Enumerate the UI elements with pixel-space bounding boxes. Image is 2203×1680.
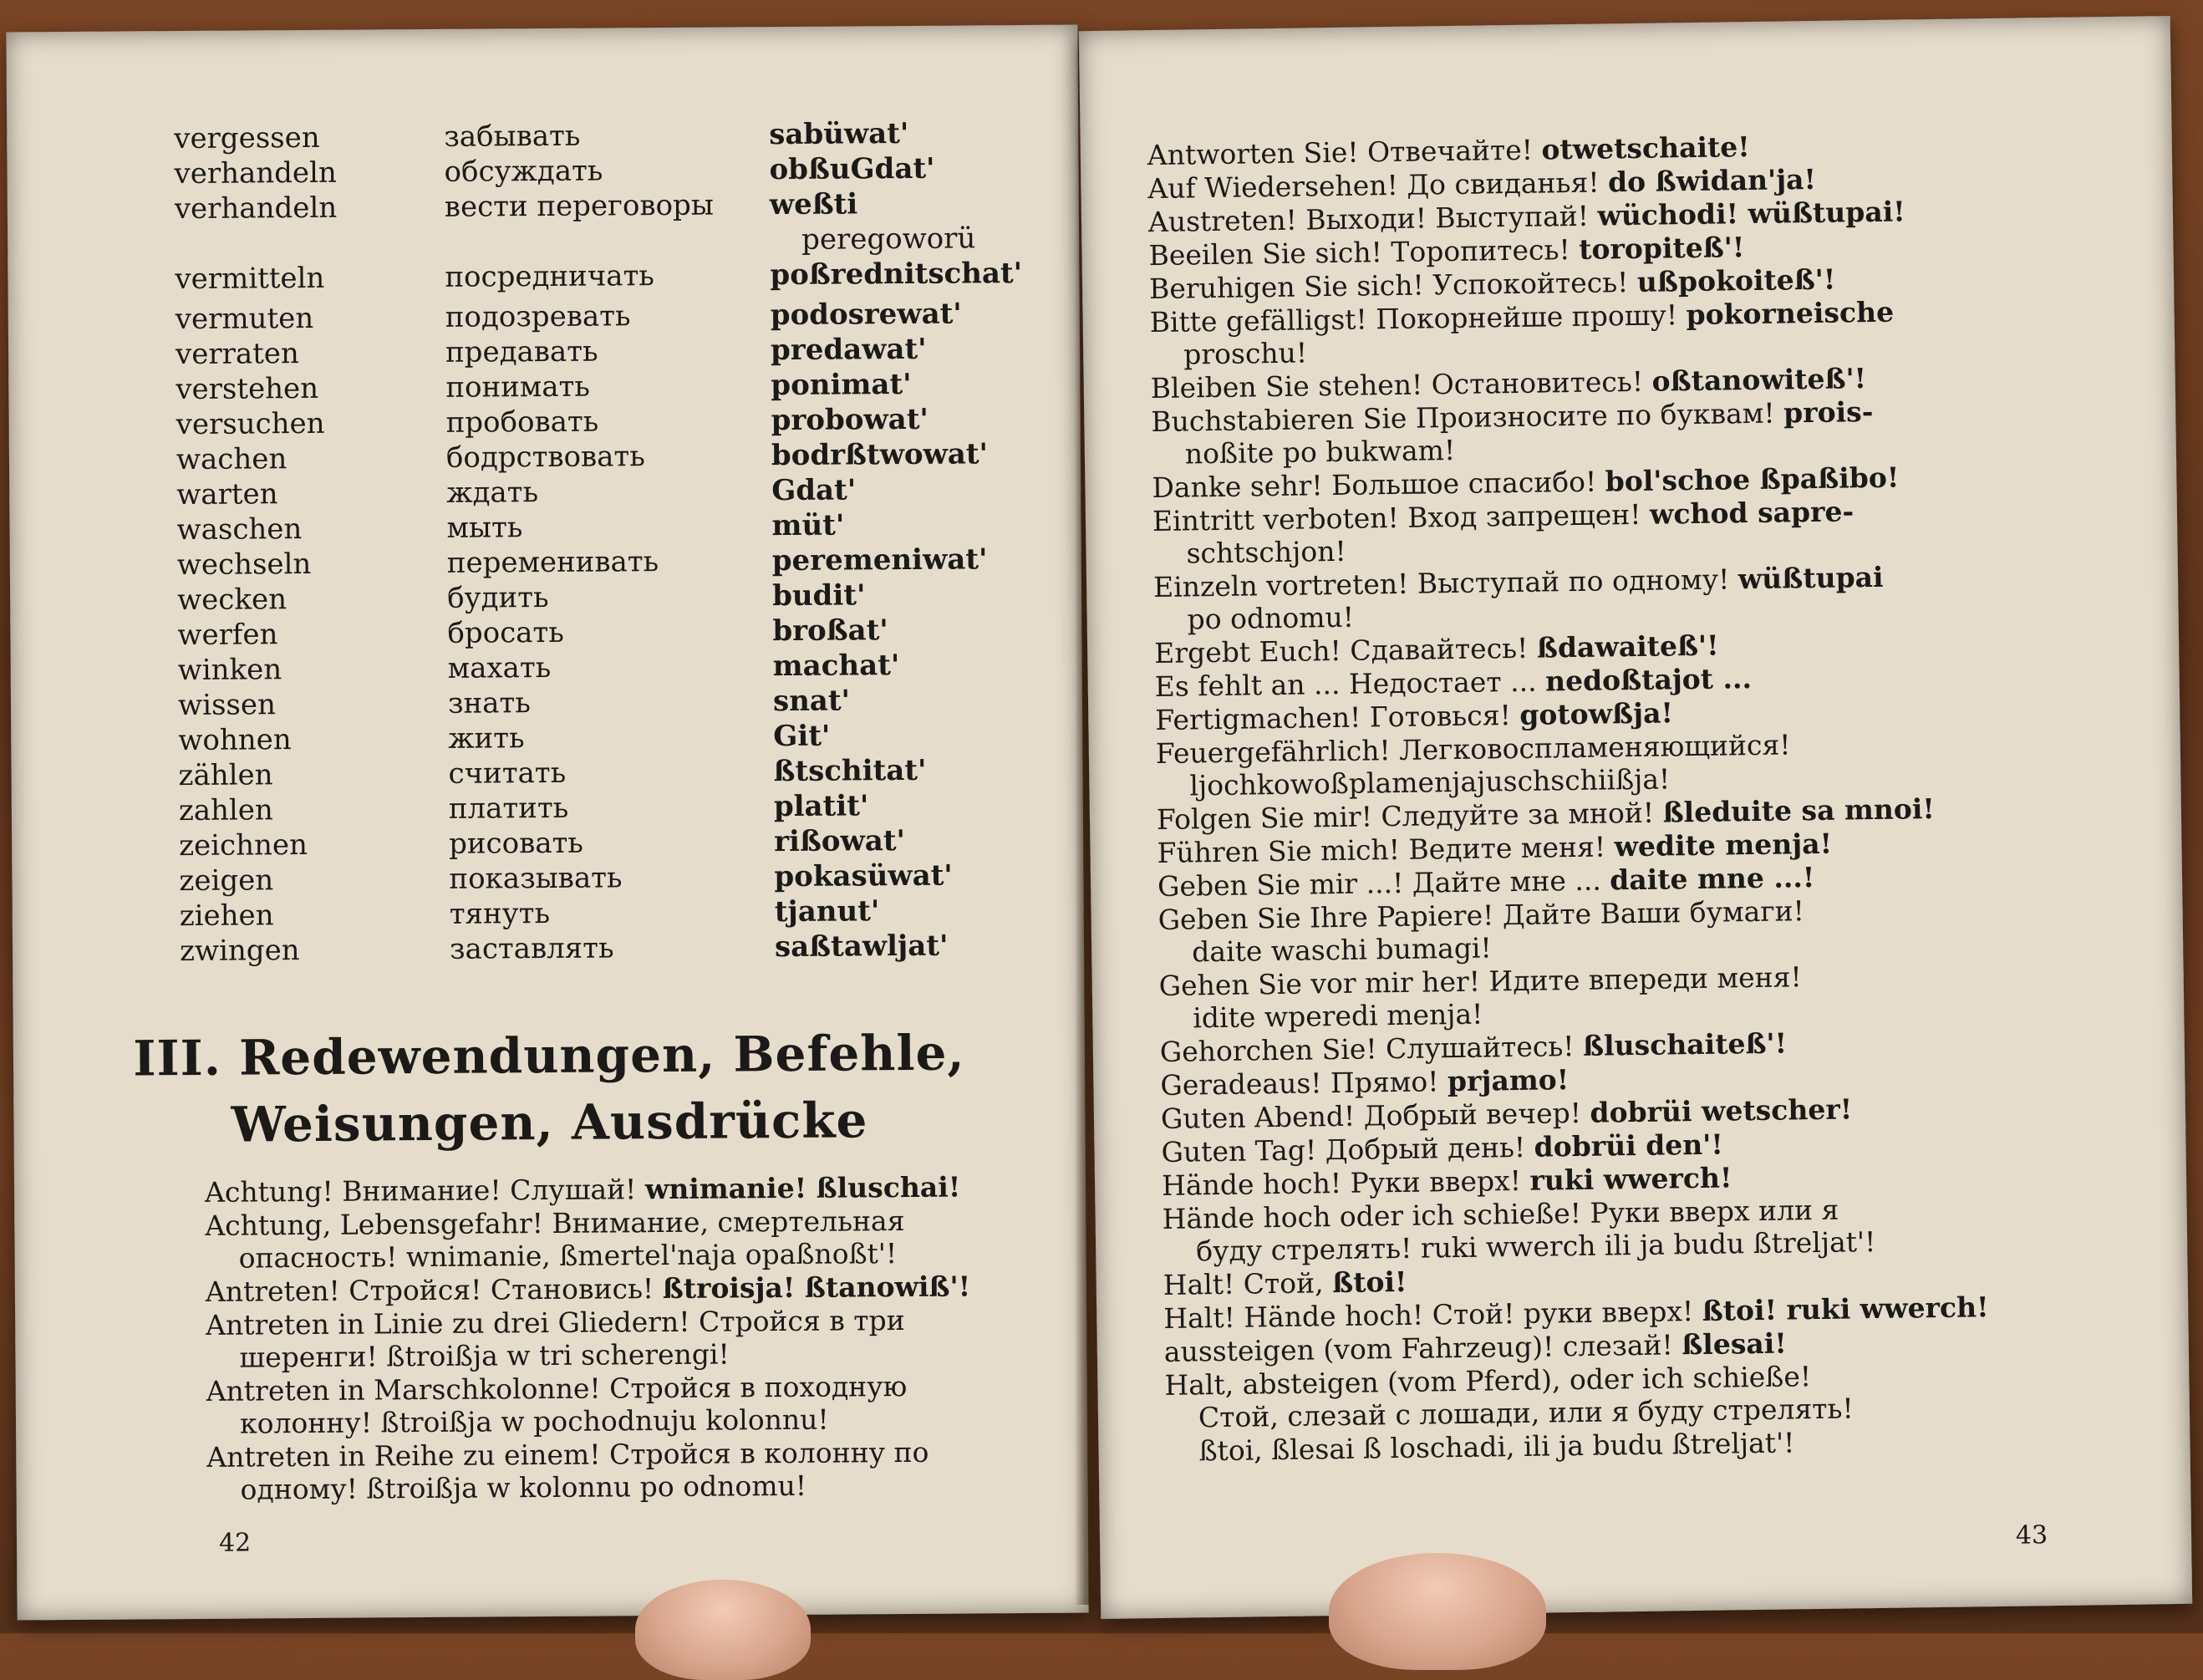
phrase-text: Halt! Hände hoch! Стой! руки вверх! bbox=[1163, 1295, 1702, 1335]
german-word: winken bbox=[178, 652, 282, 688]
russian-word: ждать bbox=[446, 475, 538, 511]
phrase-text: Eintritt verboten! Вход запрещен! bbox=[1152, 498, 1651, 537]
phrase-transliteration: wedite menja! bbox=[1614, 827, 1832, 863]
phrase-text: Feuergefährlich! Легковоспламеняющийся! bbox=[1156, 728, 1791, 770]
russian-word: обсуждать bbox=[444, 154, 603, 190]
phrase-text: Auf Wiedersehen! До свиданья! bbox=[1147, 165, 1608, 205]
russian-word: махать bbox=[448, 650, 552, 686]
phrase-text: Hände hoch oder ich schieße! Руки вверх или я bbox=[1162, 1194, 1839, 1235]
transliteration: peremeniwat' bbox=[772, 542, 988, 578]
russian-word: предавать bbox=[445, 334, 598, 370]
phrase-transliteration: dobrüi den'! bbox=[1534, 1128, 1723, 1163]
transliteration: peregoworü bbox=[801, 221, 976, 257]
phrase-text: Antreten! Стройся! Становись! bbox=[206, 1272, 663, 1308]
phrase-text: Geben Sie mir ...! Дайте мне ... bbox=[1157, 863, 1610, 903]
transliteration: weßti bbox=[770, 186, 858, 222]
russian-word: заставлять bbox=[450, 930, 614, 966]
transliteration: sabüwat' bbox=[769, 116, 908, 152]
phrase-text: Antworten Sie! Отвечайте! bbox=[1147, 133, 1542, 171]
phrase-transliteration: wnimanie! ßluschai! bbox=[645, 1171, 961, 1206]
vocab-row bbox=[179, 822, 1056, 863]
phrase-text: Guten Abend! Добрый вечер! bbox=[1161, 1097, 1590, 1135]
phrase-continuation: Стой, слезай с лошади, или я буду стрелять! bbox=[1165, 1388, 2101, 1434]
vocab-row bbox=[177, 542, 1055, 583]
phrase-transliteration: ßtoi! bbox=[1332, 1265, 1407, 1299]
transliteration: ßtschitat' bbox=[773, 753, 926, 789]
russian-word: бросать bbox=[447, 615, 564, 651]
german-word: ziehen bbox=[180, 898, 274, 934]
russian-word: показывать bbox=[449, 860, 622, 896]
phrase-transliteration: ßleduite sa mnoi! bbox=[1662, 792, 1935, 829]
russian-word: тянуть bbox=[450, 896, 551, 932]
phrase-text: Guten Tag! Добрый день! bbox=[1161, 1131, 1534, 1168]
phrase-transliteration: dobrüi wetscher! bbox=[1590, 1092, 1852, 1128]
transliteration: pokasüwat' bbox=[774, 858, 953, 894]
phrase-text: Beeilen Sie sich! Торопитесь! bbox=[1148, 233, 1579, 272]
vocab-row bbox=[176, 296, 1053, 337]
russian-word: знать bbox=[448, 685, 531, 721]
phrase-text: Hände hoch! Руки вверх! bbox=[1162, 1164, 1530, 1202]
vocab-row bbox=[177, 577, 1055, 618]
phrase-continuation: daite waschi bumagi! bbox=[1158, 923, 2094, 969]
vocab-row bbox=[179, 858, 1056, 899]
german-word: zeichnen bbox=[179, 827, 308, 863]
russian-word: подозревать bbox=[445, 298, 631, 335]
transliteration: Git' bbox=[773, 719, 830, 754]
phrase-continuation: ßtoi, ßlesai ß loschadi, ili ja budu ßtreljat'! bbox=[1165, 1422, 2101, 1468]
transliteration: tjanut' bbox=[775, 893, 880, 929]
vocab-row bbox=[178, 647, 1056, 688]
phrase-continuation: noßite po bukwam! bbox=[1152, 425, 2088, 471]
vocab-row bbox=[175, 256, 1052, 302]
phrase-entry bbox=[1158, 956, 2095, 1035]
transliteration: saßtawljat' bbox=[775, 929, 949, 965]
phrase-text: Beruhigen Sie sich! Успокойтесь! bbox=[1149, 266, 1637, 305]
russian-word: рисовать bbox=[449, 826, 583, 862]
phrase-text: Geben Sie Ihre Papiere! Дайте Ваши бумаги! bbox=[1157, 894, 1804, 936]
phrase-text: Antreten in Marschkolonne! Стройся в походную bbox=[206, 1370, 908, 1408]
phrase-continuation: ljochkowoßplamenjajuschschiißja! bbox=[1156, 756, 2092, 802]
russian-word: мыть bbox=[446, 510, 522, 546]
german-word: zählen bbox=[178, 757, 272, 793]
phrase-text: Ergebt Euch! Сдавайтесь! bbox=[1154, 632, 1537, 669]
phrase-transliteration: toropiteß'! bbox=[1579, 231, 1745, 266]
phrase-entry bbox=[206, 1270, 1033, 1308]
page-number: 42 bbox=[219, 1528, 251, 1557]
transliteration: rißowat' bbox=[774, 823, 905, 859]
vocab-row bbox=[180, 893, 1057, 934]
phrase-entry bbox=[1153, 557, 2090, 636]
russian-word: жить bbox=[448, 720, 525, 756]
phrase-continuation: буду стрелять! ruki wwerch ili ja budu ßtreljat'! bbox=[1163, 1222, 2099, 1268]
german-word: verraten bbox=[176, 336, 299, 372]
german-word: vermuten bbox=[176, 301, 314, 337]
german-word: waschen bbox=[176, 512, 302, 547]
phrase-entry bbox=[1162, 1189, 2099, 1268]
phrase-text: Es fehlt an ... Недостает ... bbox=[1154, 664, 1545, 703]
phrase-transliteration: bol'schoe ßpaßibo! bbox=[1605, 461, 1899, 498]
phrase-transliteration: ruki wwerch! bbox=[1529, 1161, 1732, 1196]
vocab-row bbox=[178, 752, 1056, 793]
vocab-row bbox=[180, 928, 1057, 969]
phrase-transliteration: ßtoi! ruki wwerch! bbox=[1702, 1291, 1988, 1327]
phrase-continuation: колонну! ßtroißja w pochodnuju kolonnu! bbox=[206, 1402, 1034, 1440]
phrase-text: Achtung, Lebensgefahr! Внимание, смертельная bbox=[205, 1204, 904, 1242]
phrase-text: Halt, absteigen (vom Pferd), oder ich schieße! bbox=[1164, 1360, 1811, 1402]
phrase-transliteration: prois- bbox=[1783, 395, 1874, 429]
vocab-row bbox=[178, 682, 1056, 723]
german-word: versuchen bbox=[176, 406, 325, 442]
vocab-row bbox=[176, 331, 1053, 372]
phrase-entry bbox=[205, 1204, 1033, 1275]
german-word: wecken bbox=[177, 582, 287, 618]
phrase-transliteration: wüßtupai bbox=[1738, 561, 1884, 595]
vocab-row bbox=[175, 186, 1052, 227]
german-word: warten bbox=[176, 476, 278, 512]
transliteration: budit' bbox=[772, 578, 866, 613]
phrase-transliteration: ßlesai! bbox=[1682, 1327, 1787, 1362]
phrase-transliteration: daite mne ...! bbox=[1610, 861, 1815, 896]
vocab-row bbox=[178, 717, 1056, 758]
phrase-transliteration: otwetschaite! bbox=[1541, 130, 1750, 165]
russian-word: бодрствовать bbox=[446, 439, 645, 476]
phrase-text: Bleiben Sie stehen! Остановитесь! bbox=[1151, 365, 1652, 405]
vocab-row bbox=[176, 507, 1054, 547]
russian-word: понимать bbox=[445, 369, 590, 405]
vocab-row bbox=[176, 436, 1054, 477]
german-word: wissen bbox=[178, 687, 276, 723]
vocab-row bbox=[174, 115, 1051, 156]
phrase-transliteration: nedoßtajot ... bbox=[1545, 662, 1752, 697]
phrase-entry bbox=[1164, 1356, 2101, 1434]
transliteration: müt' bbox=[771, 508, 844, 544]
phrase-continuation: po odnomu! bbox=[1153, 590, 2089, 636]
russian-word: считать bbox=[448, 756, 566, 792]
phrase-text: Fertigmachen! Готовься! bbox=[1155, 699, 1520, 736]
german-word: wachen bbox=[176, 441, 287, 477]
phrase-text: Antreten in Linie zu drei Gliedern! Стройся в три bbox=[206, 1304, 905, 1341]
phrase-entry bbox=[206, 1303, 1034, 1374]
page-number: 43 bbox=[2016, 1520, 2048, 1550]
german-word: vermitteln bbox=[175, 261, 324, 297]
transliteration: bodrßtwowat' bbox=[771, 436, 988, 473]
section-heading: III. Redewendungen, Befehle, bbox=[13, 1024, 1085, 1088]
german-word: zahlen bbox=[179, 792, 273, 828]
section-heading-subtitle: Weisungen, Ausdrücke bbox=[13, 1091, 1085, 1155]
german-word: verhandeln bbox=[175, 191, 338, 227]
russian-word: вести переговоры bbox=[445, 188, 714, 225]
russian-word: забывать bbox=[444, 119, 580, 155]
vocab-row bbox=[179, 787, 1056, 828]
phrase-transliteration: prjamo! bbox=[1447, 1063, 1570, 1097]
phrase-text: Geradeaus! Прямо! bbox=[1160, 1065, 1447, 1102]
russian-word: посредничать bbox=[445, 258, 654, 295]
thumb-right bbox=[1329, 1553, 1546, 1670]
left-page bbox=[6, 25, 1088, 1621]
phrase-transliteration: do ßwidan'ja! bbox=[1608, 163, 1816, 198]
phrase-text: Führen Sie mich! Ведите меня! bbox=[1157, 830, 1615, 869]
phrase-text: Bitte gefälligst! Покорнейше прошу! bbox=[1149, 298, 1686, 339]
phrase-text: Einzeln vortreten! Выступай по одному! bbox=[1153, 563, 1738, 603]
transliteration: broßat' bbox=[772, 613, 888, 649]
phrase-transliteration: ßtroisja! ßtanowiß'! bbox=[663, 1270, 971, 1305]
transliteration: Gdat' bbox=[771, 472, 856, 508]
phrase-continuation: одному! ßtroißja w kolonnu po odnomu! bbox=[206, 1468, 1034, 1506]
phrase-text: Folgen Sie mir! Следуйте за мной! bbox=[1157, 797, 1663, 836]
german-word: verhandeln bbox=[174, 155, 337, 191]
russian-word: переменивать bbox=[447, 544, 659, 581]
phrase-text: Halt! Стой, bbox=[1163, 1266, 1332, 1301]
phrase-text: Danke sehr! Большое спасибо! bbox=[1152, 465, 1605, 504]
transliteration: snat' bbox=[773, 683, 850, 719]
phrase-continuation: proschu! bbox=[1150, 325, 2086, 371]
phrase-entry bbox=[1149, 293, 2086, 371]
vocab-row bbox=[176, 471, 1054, 512]
transliteration: poßrednitschat' bbox=[770, 256, 1022, 293]
vocab-row bbox=[176, 366, 1053, 407]
german-word: zeigen bbox=[179, 863, 273, 899]
phrase-entry bbox=[205, 1170, 1032, 1209]
phrase-continuation: idite wperedi menja! bbox=[1159, 989, 2095, 1035]
phrase-transliteration: wchod sapre- bbox=[1650, 495, 1854, 530]
transliteration: platit' bbox=[774, 788, 869, 824]
phrase-entry bbox=[1156, 724, 2093, 802]
german-word: verstehen bbox=[176, 371, 318, 407]
vocab-row bbox=[176, 401, 1054, 442]
phrase-text: Gehorchen Sie! Слушайтесь! bbox=[1160, 1030, 1584, 1068]
phrase-transliteration: pokorneische bbox=[1686, 296, 1894, 331]
russian-word: платить bbox=[449, 791, 569, 827]
phrase-list-left bbox=[205, 1170, 1035, 1507]
german-word: wohnen bbox=[178, 722, 292, 758]
phrase-continuation: шеренги! ßtroißja w tri scherengi! bbox=[206, 1336, 1033, 1374]
phrase-transliteration: ußpokoiteß'! bbox=[1637, 263, 1836, 298]
phrase-continuation: schtschjon! bbox=[1152, 524, 2089, 570]
vocabulary-list bbox=[174, 115, 1057, 969]
phrase-entry bbox=[1152, 491, 2089, 570]
phrase-transliteration: wüchodi! wüßtupai! bbox=[1597, 195, 1905, 232]
phrase-list-right bbox=[1147, 125, 2102, 1468]
phrase-transliteration: oßtanowiteß'! bbox=[1651, 362, 1866, 398]
transliteration: probowat' bbox=[771, 402, 929, 438]
phrase-text: aussteigen (vom Fahrzeug)! слезай! bbox=[1164, 1328, 1682, 1368]
phrase-text: Buchstabieren Sie Произносите по буквам! bbox=[1151, 396, 1783, 438]
phrase-entry bbox=[206, 1369, 1035, 1440]
phrase-transliteration: gotowßja! bbox=[1519, 696, 1673, 731]
german-word: werfen bbox=[177, 617, 277, 653]
vocab-row bbox=[175, 221, 1052, 262]
german-word: vergessen bbox=[174, 120, 320, 156]
phrase-text: Austreten! Выходи! Выступай! bbox=[1148, 200, 1598, 239]
phrase-transliteration: ßluschaiteß'! bbox=[1583, 1026, 1788, 1061]
phrase-text: Antreten in Reihe zu einem! Стройся в колонну по bbox=[206, 1436, 929, 1474]
transliteration: predawat' bbox=[771, 332, 927, 368]
phrase-text: Achtung! Внимание! Слушай! bbox=[205, 1173, 645, 1209]
thumb-left bbox=[635, 1580, 811, 1680]
phrase-transliteration: ßdawaiteß'! bbox=[1537, 629, 1719, 664]
german-word: zwingen bbox=[180, 933, 300, 969]
transliteration: podosrewat' bbox=[771, 297, 962, 333]
right-page bbox=[1079, 16, 2192, 1619]
german-word: wechseln bbox=[177, 547, 312, 583]
phrase-entry bbox=[1157, 890, 2094, 969]
vocab-row bbox=[174, 150, 1051, 191]
russian-word: будить bbox=[447, 580, 549, 616]
transliteration: obßuGdat' bbox=[769, 151, 934, 187]
vocab-row bbox=[177, 612, 1055, 653]
russian-word: пробовать bbox=[446, 405, 599, 440]
phrase-text: Gehen Sie vor mir her! Идите впереди меня! bbox=[1158, 960, 1801, 1002]
phrase-entry bbox=[1151, 392, 2088, 471]
phrase-continuation: опасность! wnimanie, ßmertel'naja opaßnoßt'! bbox=[205, 1236, 1032, 1275]
phrase-entry bbox=[206, 1435, 1035, 1506]
transliteration: machat' bbox=[773, 648, 900, 684]
transliteration: ponimat' bbox=[771, 367, 912, 403]
